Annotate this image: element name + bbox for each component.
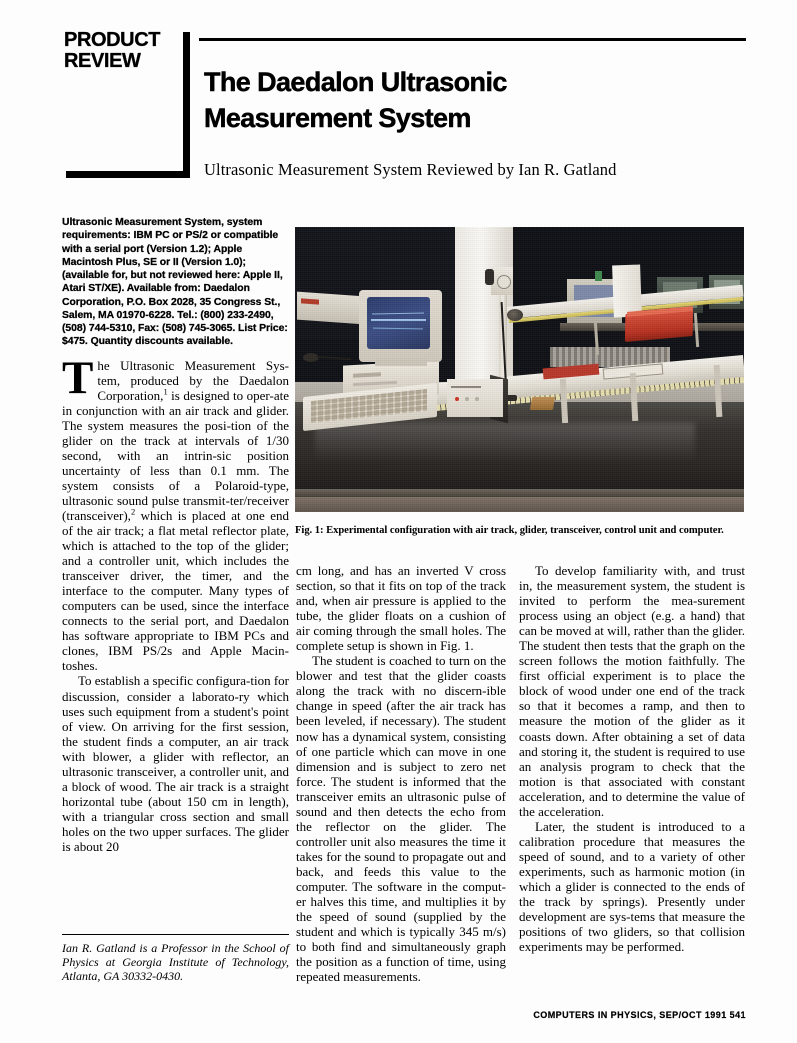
article-header — [0, 0, 797, 205]
photo-transceiver-speaker — [485, 269, 494, 285]
kicker-line-2: REVIEW — [64, 50, 141, 72]
photo-controller-led-power — [455, 397, 459, 401]
header-top-rule — [199, 38, 746, 41]
paragraph-familiarity: To develop familiarity with, and trust in, the measurement system, the student is invited to perform the mea-surement process using an object (e.g. a hand) that can be moved at will, rather than the glider. The student then tests that the graph on the screen follows the motion faithfully. The first official experiment is to place the block of wood under one end of the track so that it becomes a ramp, and then to measure the motion of the glider as it coasts down. After obtaining a set of data and storing it, the student is required to use an analysis program to check that the motion is that associated with constant acceleration, and to determine the value of the acceleration. — [519, 563, 745, 819]
photo-mouse-cable — [317, 356, 351, 360]
photo-controller-led-2 — [465, 397, 469, 401]
page-title — [204, 64, 744, 136]
author-bio: Ian R. Gatland is a Professor in the School of Physics at Georgia Institute of Technology, Atlanta, GA 30332-0430. — [62, 941, 289, 983]
paragraph-glider-description: cm long, and has an inverted V cross section, so that it fits on top of the track and, when air pressure is applied to the tube, the glider floats on a cushion of air coming through the small holes. The complete setup is shown in Fig. 1. — [296, 563, 506, 654]
photo-reflector-plate — [612, 265, 642, 318]
body-column-1 — [62, 216, 289, 854]
column-1-text — [62, 351, 289, 855]
photo-controller-unit-label — [451, 386, 481, 388]
photo-floor — [295, 497, 744, 512]
photo-monitor-screen — [367, 297, 430, 349]
figure-1-caption: Fig. 1: Experimental configuration with air track, glider, transceiver, control unit and computer. — [295, 525, 724, 536]
figure-1 — [295, 227, 744, 512]
intro-text-a: he Ultrasonic Measurement Sys-tem, produced by the Daedalon Corporation, — [97, 357, 289, 403]
photo-controller-led-3 — [475, 397, 479, 401]
kicker-bracket-vertical-rule — [183, 32, 190, 178]
photo-mouse — [303, 353, 319, 362]
body-column-2 — [296, 563, 506, 984]
body-column-3 — [519, 563, 745, 954]
photo-monitor-graph-trace-1 — [371, 319, 426, 321]
lab-setup-photograph — [295, 227, 744, 512]
section-kicker — [64, 30, 194, 72]
paragraph-calibration: Later, the student is introduced to a calibration procedure that measures the speed of sound, and to a variety of other experiments, such as harmonic motion (in which a glider is connected to the ends of the track by springs). Presently under development are sys-tems that measure the positions of two gliders, so that collision experiments may be performed. — [519, 818, 745, 955]
paragraph-configuration: To establish a specific configura-tion for discussion, consider a laborato-ry which uses such equipment from a student's point of view. On arriving for the first session, the student finds a computer, an air track with blower, a glider with reflector, an ultrasonic transceiver, a controller unit, and a block of wood. The air track is a straight horizontal tube (about 150 cm in length), with a triangular cross section and small holes on the two upper surfaces. The glider is about 20 — [62, 673, 289, 854]
product-specifications-block: Ultrasonic Measurement System, system requirements: IBM PC or PS/2 or compatible with a serial port (Version 1.2); Apple Macintosh Plus, SE or II (Version 1.0); (available for, but not reviewed here: Apple II, Atari ST/XE). Available from: Daedalon Corporation, P.O. Box 2028, 35 Congress St., Salem, MA 01970-6228. Tel.: (800) 233-2490, (508) 744-5310, Fax: (508) 745-3065. List Price: $475. Quantity discounts available. — [62, 217, 288, 348]
drop-cap: T — [62, 351, 94, 404]
footnote-marker-1: 1 — [163, 386, 168, 397]
intro-text-c: which is placed at one end of the air track; a flat metal reflector plate, which is attached to the top of the glider; and a controller unit, which includes the transceiver driver, the timer, and the interface to the computer. Many types of computers can be used, since the interface connects to the serial port, and Daedalon has software appropriate to IBM PCs and clones, IBM PS/2s and Apple Macin-toshes. — [62, 507, 289, 674]
photo-background-green-object — [595, 271, 602, 281]
kicker-bracket-horizontal-rule — [66, 171, 190, 178]
page-title-line-2: Measurement System — [204, 103, 471, 133]
photo-transceiver-dial — [497, 275, 511, 289]
page-footer: COMPUTERS IN PHYSICS, SEP/OCT 1991 541 — [533, 1010, 746, 1020]
page-subtitle: Ultrasonic Measurement System Reviewed by Ian R. Gatland — [204, 160, 617, 179]
photo-wood-block — [530, 397, 555, 410]
photo-transducer — [507, 309, 523, 321]
footnote-marker-2: 2 — [130, 506, 136, 517]
photo-bench-reflection — [315, 423, 695, 463]
author-bio-rule — [62, 934, 289, 935]
page-title-line-1: The Daedalon Ultrasonic — [204, 67, 507, 97]
intro-text-b: is designed to oper-ate in conjunction with an air track and glider. The system measures the posi-tion of the glider on the track at intervals of 1/30 second, with an intrin-sic position uncertainty of less than 0.1 mm. The system consists of a Polaroid-type, ultrasonic sound pulse transmit-ter/receiver (transceiver), — [62, 387, 289, 523]
paragraph-student-procedure: The student is coached to turn on the blower and test that the glider coasts along the track with no discern-ible change in speed (after the air track has been leveled, if necessary). The student now has a dynamical system, consisting of one particle which can move in one dimension and is subject to zero net force. The student is informed that the transceiver emits an ultrasonic pulse of sound and then detects the echo from the reflector on the glider. The controller unit also measures the time it takes for the sound to propagate out and back, and feeds this value to the computer. The software in the comput-er halves this time, and multiplies it by the speed of sound (supplied by the student and which is typically 345 m/s) to both find and simultaneously graph the position as a function of time, using repeated measurements. — [296, 653, 506, 985]
paragraph-intro — [62, 351, 289, 674]
photo-monitor-stand — [375, 358, 427, 366]
kicker-line-1: PRODUCT — [64, 29, 161, 51]
